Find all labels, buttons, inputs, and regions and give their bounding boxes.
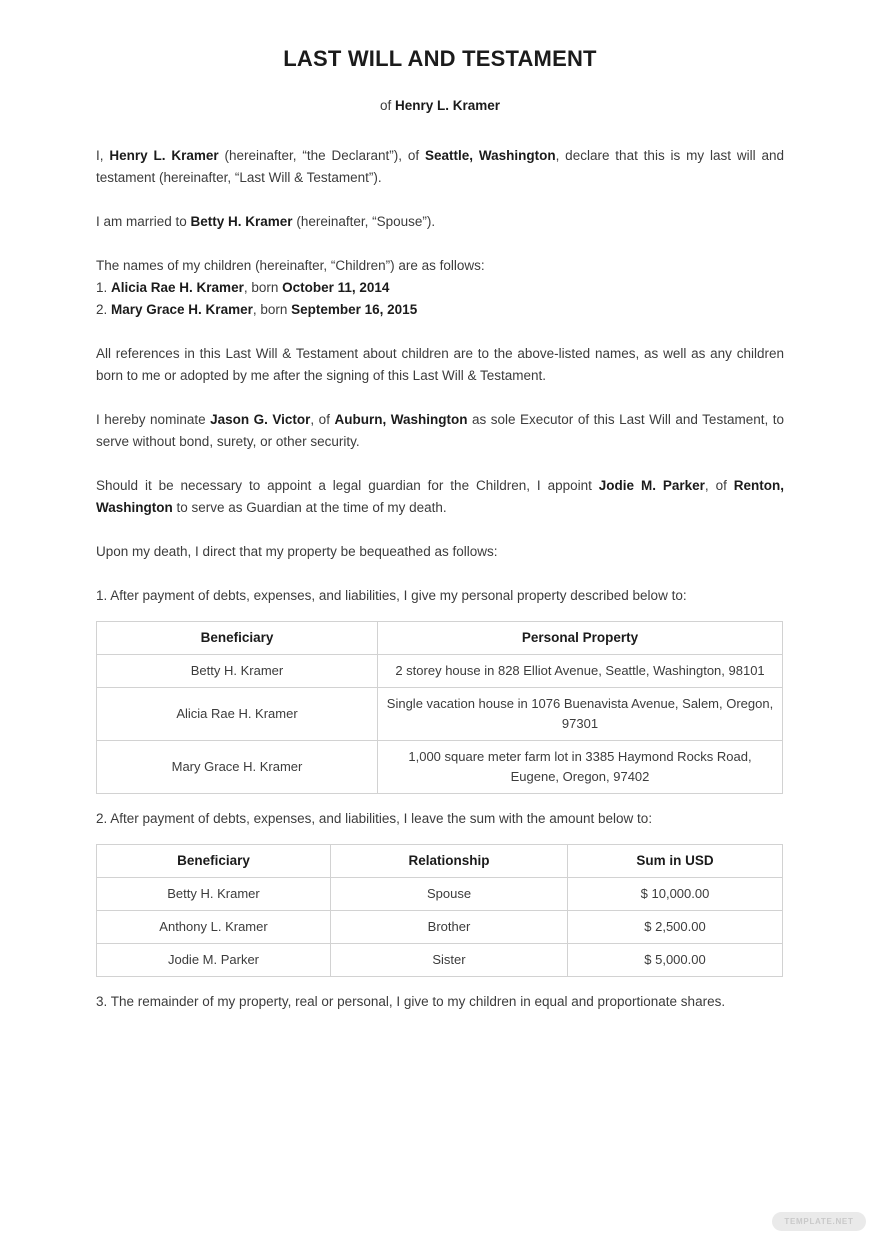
table-header-row — [97, 622, 783, 655]
column-header-sum-in-usd: Sum in USD — [568, 845, 783, 878]
child-2-birthdate: September 16, 2015 — [291, 302, 418, 317]
executor-name: Jason G. Victor — [210, 412, 311, 427]
column-header-beneficiary: Beneficiary — [97, 622, 378, 655]
column-header-relationship: Relationship — [331, 845, 568, 878]
cell-beneficiary: Betty H. Kramer — [97, 878, 331, 911]
guardian-city: Renton, Washington — [96, 478, 785, 515]
guardian-lead: Should it be necessary to appoint a legal guardian for the Children, I appoint — [96, 478, 599, 493]
declaration-mid: (hereinafter, “the Declarant”), of — [218, 148, 425, 163]
watermark-label: TEMPLATE.NET — [784, 1217, 854, 1226]
executor-paragraph — [96, 409, 784, 453]
table-row — [97, 741, 783, 794]
clause-3-text: 3. The remainder of my property, real or personal, I give to my children in equal and proportionate shares. — [96, 994, 726, 1009]
spouse-name: Betty H. Kramer — [190, 214, 293, 229]
executor-city: Auburn, Washington — [334, 412, 468, 427]
cell-beneficiary: Alicia Rae H. Kramer — [97, 688, 378, 741]
table-row — [97, 944, 783, 977]
document-content — [96, 0, 784, 1013]
table-row — [97, 655, 783, 688]
spouse-paragraph — [96, 211, 784, 233]
executor-tail: as sole Executor of this Last Will and Testament, to serve without bond, surety, or other security. — [96, 412, 784, 449]
guardian-mid: , of — [704, 478, 734, 493]
cell-relationship: Sister — [331, 944, 568, 977]
personal-property-table — [96, 621, 783, 794]
bequest-intro-paragraph: Upon my death, I direct that my property be bequeathed as follows: — [96, 544, 498, 559]
document-subtitle — [96, 74, 784, 116]
cell-beneficiary: Anthony L. Kramer — [97, 911, 331, 944]
cell-sum: $ 5,000.00 — [568, 944, 783, 977]
child-1-name: Alicia Rae H. Kramer — [111, 280, 244, 295]
child-2-born-label: , born — [252, 302, 292, 317]
children-intro: The names of my children (hereinafter, “Children”) are as follows: — [96, 258, 485, 273]
declaration-tail: , declare that this is my last will and testament (hereinafter, “Last Will & Testament”). — [96, 148, 784, 185]
child-1-birthdate: October 11, 2014 — [282, 280, 390, 295]
cell-beneficiary: Mary Grace H. Kramer — [97, 741, 378, 794]
template-watermark — [772, 1212, 866, 1231]
children-list-item-2 — [96, 299, 784, 321]
cell-sum: $ 10,000.00 — [568, 878, 783, 911]
table-row — [97, 688, 783, 741]
table-row — [97, 911, 783, 944]
page-title: LAST WILL AND TESTAMENT — [283, 46, 597, 71]
child-2-number: 2. — [96, 302, 112, 317]
cell-relationship: Spouse — [331, 878, 568, 911]
subtitle-prefix: of — [379, 98, 395, 113]
executor-mid: , of — [310, 412, 335, 427]
child-2-name: Mary Grace H. Kramer — [111, 302, 253, 317]
cell-beneficiary: Betty H. Kramer — [97, 655, 378, 688]
spouse-lead: I am married to — [96, 214, 191, 229]
declaration-paragraph — [96, 145, 784, 189]
references-paragraph: All references in this Last Will & Testament about children are to the above-listed names, as well as any children born to me or adopted by me after the signing of this Last Will & Testament. — [96, 346, 784, 383]
table-row — [97, 878, 783, 911]
cell-sum: $ 2,500.00 — [568, 911, 783, 944]
spouse-tail: (hereinafter, “Spouse”). — [292, 214, 436, 229]
guardian-paragraph — [96, 475, 784, 519]
guardian-tail: to serve as Guardian at the time of my death. — [172, 500, 447, 515]
monetary-bequest-table — [96, 844, 783, 977]
clause-2-text: 2. After payment of debts, expenses, and liabilities, I leave the sum with the amount below to: — [96, 811, 653, 826]
cell-personal-property: 2 storey house in 828 Elliot Avenue, Seattle, Washington, 98101 — [378, 655, 783, 688]
clause-1-text: 1. After payment of debts, expenses, and liabilities, I give my personal property described below to: — [96, 588, 687, 603]
subtitle-declarant-name: Henry L. Kramer — [394, 98, 501, 113]
executor-lead: I hereby nominate — [96, 412, 211, 427]
column-header-personal-property: Personal Property — [378, 622, 783, 655]
cell-relationship: Brother — [331, 911, 568, 944]
declaration-declarant-city: Seattle, Washington — [424, 148, 556, 163]
guardian-name: Jodie M. Parker — [598, 478, 705, 493]
cell-personal-property: 1,000 square meter farm lot in 3385 Haymond Rocks Road, Eugene, Oregon, 97402 — [378, 741, 783, 794]
declaration-declarant-name: Henry L. Kramer — [109, 148, 219, 163]
cell-beneficiary: Jodie M. Parker — [97, 944, 331, 977]
table-header-row — [97, 845, 783, 878]
declaration-lead: I, — [96, 148, 110, 163]
child-1-number: 1. — [96, 280, 112, 295]
cell-personal-property: Single vacation house in 1076 Buenavista Avenue, Salem, Oregon, 97301 — [378, 688, 783, 741]
children-list-item-1 — [96, 277, 784, 299]
child-1-born-label: , born — [243, 280, 283, 295]
column-header-beneficiary: Beneficiary — [97, 845, 331, 878]
